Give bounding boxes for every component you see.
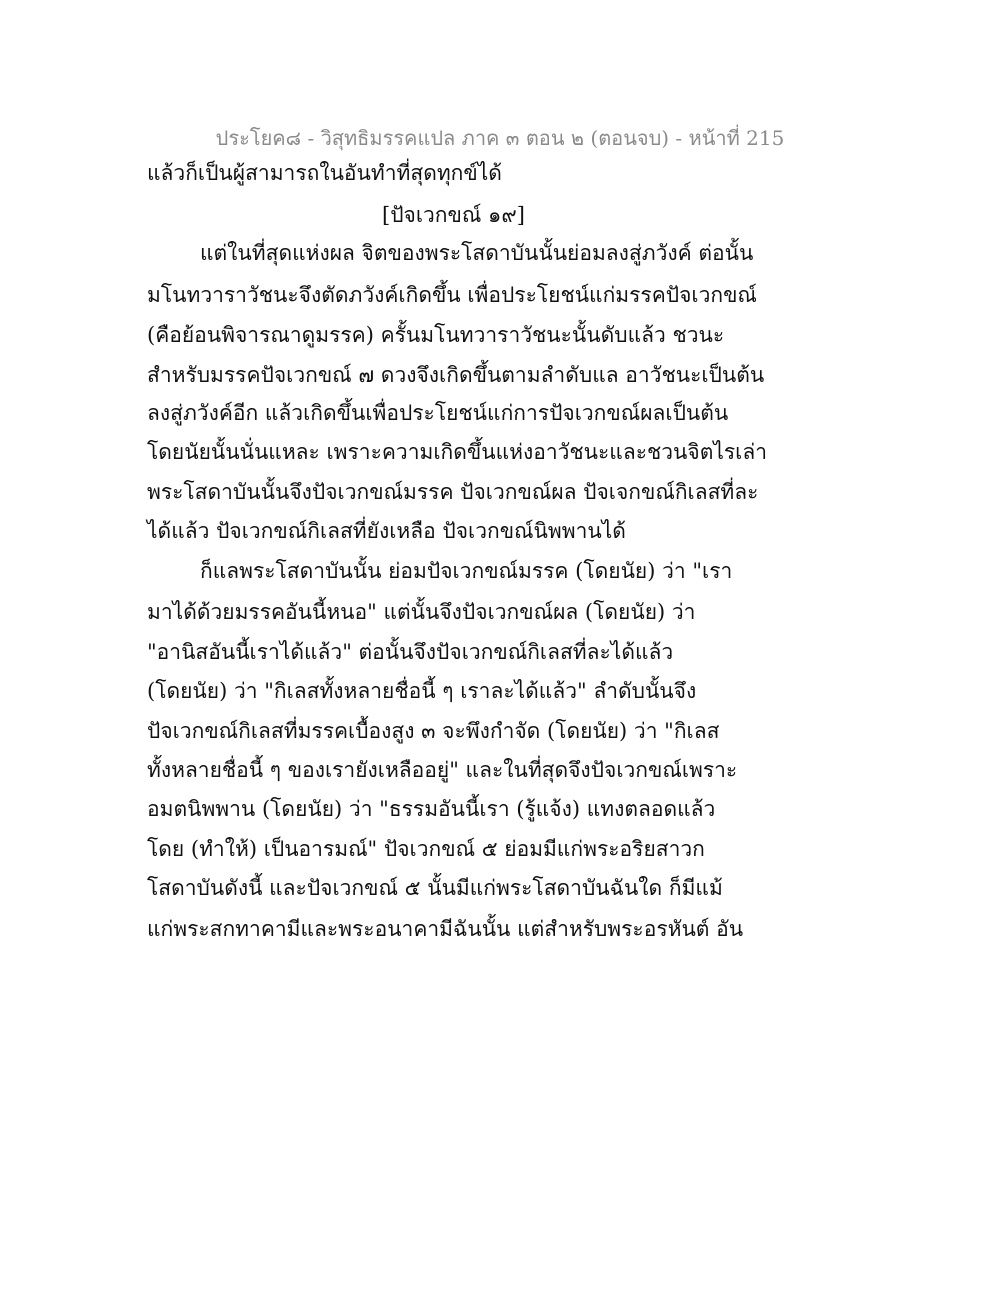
text-line: ได้แล้ว ปัจเวกขณ์กิเลสที่ยังเหลือ ปัจเวกขณ์นิพพานได้ [147, 519, 626, 543]
text-line: ปัจเวกขณ์กิเลสที่มรรคเบื้องสูง ๓ จะพึงกำจัด (โดยนัย) ว่า "กิเลส [147, 719, 720, 743]
text-line: พระโสดาบันนั้นจึงปัจเวกขณ์มรรค ปัจเวกขณ์ผล ปัจเจกขณ์กิเลสที่ละ [147, 480, 759, 504]
text-line: โดย (ทำให้) เป็นอารมณ์" ปัจเวกขณ์ ๕ ย่อมมีแก่พระอริยสาวก [147, 837, 705, 861]
text-line: อมตนิพพาน (โดยนัย) ว่า "ธรรมอันนี้เรา (รู้แจ้ง) แทงตลอดแล้ว [147, 797, 716, 821]
text-line: ก็แลพระโสดาบันนั้น ย่อมปัจเวกขณ์มรรค (โดยนัย) ว่า "เรา [200, 559, 733, 583]
page-header: ประโยค๘ - วิสุทธิมรรคแปล ภาค ๓ ตอน ๒ (ตอนจบ) - หน้าที่ 215 [215, 126, 785, 150]
text-line: โดยนัยนั้นนั่นแหละ เพราะความเกิดขึ้นแห่งอาวัชนะและชวนจิตไรเล่า [147, 440, 768, 464]
text-line: โสดาบันดังนี้ และปัจเวกขณ์ ๕ นั้นมีแก่พระโสดาบันฉันใด ก็มีแม้ [147, 876, 723, 900]
first-line: แล้วก็เป็นผู้สามารถในอันทำที่สุดทุกข์ได้ [147, 161, 502, 185]
text-line: มโนทวาราวัชนะจึงตัดภวังค์เกิดขึ้น เพื่อประโยชน์แก่มรรคปัจเวกขณ์ [147, 283, 757, 307]
text-line: ลงสู่ภวังค์อีก แล้วเกิดขึ้นเพื่อประโยชน์แก่การปัจเวกขณ์ผลเป็นต้น [147, 401, 729, 425]
text-line: มาได้ด้วยมรรคอันนี้หนอ" แต่นั้นจึงปัจเวกขณ์ผล (โดยนัย) ว่า [147, 600, 696, 624]
text-line: "อานิสอันนี้เราได้แล้ว" ต่อนั้นจึงปัจเวกขณ์กิเลสที่ละได้แล้ว [147, 640, 674, 664]
text-line: (โดยนัย) ว่า "กิเลสทั้งหลายชื่อนี้ ๆ เราละได้แล้ว" ลำดับนั้นจึง [147, 679, 697, 703]
text-line: (คือย้อนพิจารณาดูมรรค) ครั้นมโนทวาราวัชนะนั้นดับแล้ว ชวนะ [147, 323, 725, 347]
text-line: สำหรับมรรคปัจเวกขณ์ ๗ ดวงจึงเกิดขึ้นตามลำดับแล อาวัชนะเป็นต้น [147, 363, 765, 387]
text-line: ทั้งหลายชื่อนี้ ๆ ของเรายังเหลืออยู่" และในที่สุดจึงปัจเวกขณ์เพราะ [147, 758, 738, 782]
text-line: แต่ในที่สุดแห่งผล จิตของพระโสดาบันนั้นย่อมลงสู่ภวังค์ ต่อนั้น [200, 241, 754, 265]
text-line: แก่พระสกทาคามีและพระอนาคามีฉันนั้น แต่สำหรับพระอรหันต์ อัน [147, 917, 744, 941]
section-heading: [ปัจเวกขณ์ ๑๙] [382, 203, 525, 227]
